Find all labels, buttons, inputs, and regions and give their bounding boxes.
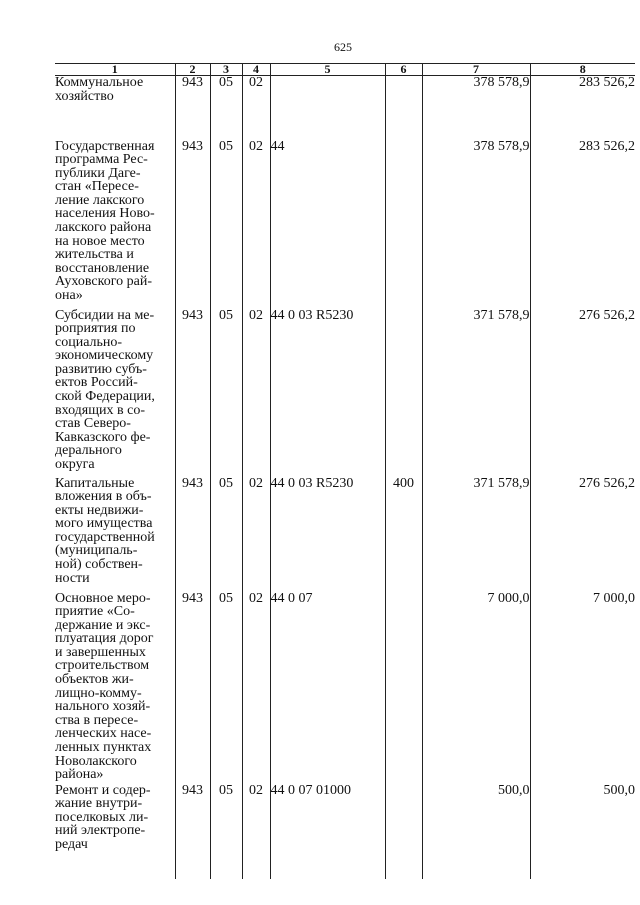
row-cell-c6: [385, 309, 422, 477]
row-name-line: программа Рес-: [55, 152, 148, 168]
row-name-line: Коммунальное: [55, 75, 144, 90]
row-name-line: жание внутри-: [55, 796, 143, 812]
row-cell-c5: 44: [270, 140, 385, 309]
header-col-8: 8: [530, 64, 635, 76]
row-name-line: ской Федерации,: [55, 389, 155, 405]
header-col-7: 7: [422, 64, 530, 76]
row-name-line: поселковых ли-: [55, 809, 149, 825]
row-name-line: населения Ново-: [55, 206, 155, 222]
row-name-line: входящих в со-: [55, 402, 145, 418]
row-cell-c8: 283 526,2: [530, 76, 635, 140]
row-cell-c4: 02: [242, 76, 270, 140]
row-name-line: (муниципаль-: [55, 543, 138, 559]
row-cell-c3: 05: [210, 309, 242, 477]
header-col-2: 2: [175, 64, 210, 76]
table-body: [55, 76, 635, 879]
row-name-line: ленных пунктах: [55, 740, 152, 756]
row-name-line: Кавказского фе-: [55, 429, 151, 445]
row-name-line: строительством: [55, 658, 150, 674]
row-name-line: ной) собствен-: [55, 557, 143, 573]
row-name-line: мого имущества: [55, 516, 153, 532]
row-cell-c5: 44 0 03 R5230: [270, 477, 385, 592]
row-name-line: государственной: [55, 529, 155, 545]
row-name-line: ектов Россий-: [55, 375, 138, 391]
row-name-line: ства в пересе-: [55, 712, 139, 728]
row-name-line: на новое место: [55, 233, 145, 249]
row-cell-c8: 276 526,2: [530, 477, 635, 592]
row-name-line: Ремонт и содер-: [55, 782, 151, 798]
row-name-line: лакского района: [55, 220, 152, 236]
row-name-line: дерального: [55, 443, 122, 459]
row-cell-c3: 05: [210, 477, 242, 592]
budget-table: [55, 63, 635, 879]
row-cell-c4: 02: [242, 477, 270, 592]
row-cell-c3: 05: [210, 592, 242, 784]
row-name-line: плуатация дорог: [55, 631, 154, 647]
row-cell-c2: 943: [175, 140, 210, 309]
row-cell-c6: 400: [385, 477, 422, 592]
row-name-line: Субсидии на ме-: [55, 307, 155, 323]
row-cell-c7: 371 578,9: [422, 309, 530, 477]
row-name-line: объектов жи-: [55, 672, 134, 688]
row-name-line: ний электропе-: [55, 823, 146, 839]
row-name-line: роприятия по: [55, 321, 136, 337]
table-row: [55, 477, 635, 592]
row-cell-c4: 02: [242, 784, 270, 879]
row-name-line: экономическому: [55, 348, 154, 364]
row-name-line: хозяйство: [55, 88, 114, 104]
row-name-cell: [55, 477, 175, 592]
header-row: [55, 64, 635, 76]
table-row: [55, 140, 635, 309]
row-cell-c7: 378 578,9: [422, 76, 530, 140]
row-name-cell: [55, 76, 175, 140]
row-cell-c8: 276 526,2: [530, 309, 635, 477]
row-name-line: ление лакского: [55, 192, 145, 208]
row-cell-c8: 500,0: [530, 784, 635, 879]
row-cell-c2: 943: [175, 784, 210, 879]
row-cell-c5: [270, 76, 385, 140]
row-cell-c6: [385, 140, 422, 309]
row-cell-c5: 44 0 03 R5230: [270, 309, 385, 477]
row-cell-c3: 05: [210, 76, 242, 140]
row-cell-c8: 7 000,0: [530, 592, 635, 784]
table-row: [55, 592, 635, 784]
row-name-line: лищно-комму-: [55, 685, 142, 701]
row-name-line: стан «Пересе-: [55, 179, 139, 195]
row-cell-c5: 44 0 07: [270, 592, 385, 784]
row-cell-c2: 943: [175, 477, 210, 592]
row-name-cell: [55, 140, 175, 309]
row-cell-c2: 943: [175, 76, 210, 140]
row-cell-c7: 7 000,0: [422, 592, 530, 784]
row-name-line: жительства и: [55, 247, 134, 263]
row-name-line: Ауховского рай-: [55, 274, 152, 290]
row-cell-c7: 378 578,9: [422, 140, 530, 309]
row-cell-c4: 02: [242, 592, 270, 784]
header-col-4: 4: [242, 64, 270, 76]
row-cell-c6: [385, 592, 422, 784]
row-name-line: держание и экс-: [55, 617, 151, 633]
header-col-5: 5: [270, 64, 385, 76]
row-name-line: развитию субъ-: [55, 361, 147, 377]
row-cell-c4: 02: [242, 309, 270, 477]
row-cell-c3: 05: [210, 784, 242, 879]
row-name-line: Новолакского: [55, 753, 137, 769]
row-cell-c2: 943: [175, 309, 210, 477]
row-name-line: екты недвижи-: [55, 502, 144, 518]
row-name-line: редач: [55, 836, 88, 852]
page-number: 625: [334, 40, 352, 54]
row-name-line: и завершенных: [55, 644, 146, 660]
row-cell-c2: 943: [175, 592, 210, 784]
table-row: [55, 309, 635, 477]
row-name-line: став Северо-: [55, 416, 131, 432]
row-name-line: нального хозяй-: [55, 699, 151, 715]
row-name-line: приятие «Со-: [55, 604, 135, 620]
row-cell-c3: 05: [210, 140, 242, 309]
row-cell-c4: 02: [242, 140, 270, 309]
row-name-line: Государственная: [55, 138, 155, 154]
row-name-line: социально-: [55, 334, 123, 350]
header-col-3: 3: [210, 64, 242, 76]
row-name-line: вложения в объ-: [55, 489, 152, 505]
row-cell-c6: [385, 784, 422, 879]
row-name-line: она»: [55, 288, 83, 304]
row-cell-c8: 283 526,2: [530, 140, 635, 309]
header-col-6: 6: [385, 64, 422, 76]
row-cell-c7: 500,0: [422, 784, 530, 879]
row-name-line: Капитальные: [55, 475, 135, 491]
row-name-line: ленческих насе-: [55, 726, 152, 742]
table-row: [55, 76, 635, 140]
row-cell-c7: 371 578,9: [422, 477, 530, 592]
row-name-line: Основное меро-: [55, 590, 151, 606]
table-row: [55, 784, 635, 879]
row-name-line: ности: [55, 570, 90, 586]
row-name-line: восстановление: [55, 260, 150, 276]
row-cell-c6: [385, 76, 422, 140]
row-name-line: публики Даге-: [55, 165, 141, 181]
row-name-cell: [55, 592, 175, 784]
row-name-line: района»: [55, 767, 104, 783]
row-name-line: округа: [55, 457, 95, 473]
header-col-1: 1: [55, 64, 175, 76]
row-name-cell: [55, 784, 175, 879]
row-name-cell: [55, 309, 175, 477]
row-cell-c5: 44 0 07 01000: [270, 784, 385, 879]
